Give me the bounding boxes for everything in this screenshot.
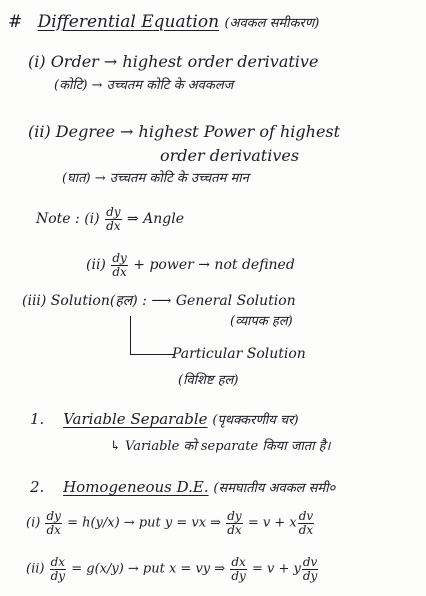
eq-num: (i) <box>26 515 41 531</box>
note-item-2-text: + power → not defined <box>133 257 295 274</box>
fraction-den: dy <box>302 568 318 583</box>
fraction <box>50 556 66 582</box>
fraction <box>298 510 314 536</box>
eq-mid: = g(x/y) → put x = vy ⇒ <box>71 561 226 577</box>
general-solution-hindi: (व्यापक हल) <box>230 314 293 329</box>
fraction-num: dy <box>106 205 121 219</box>
homogeneous-title: Homogeneous D.E. <box>63 478 209 496</box>
title-line <box>8 14 319 31</box>
order-hindi: (कोटि) → उच्चतम कोटि के अवकलज <box>54 78 234 93</box>
fraction-num: dv <box>302 555 318 569</box>
fraction-den: dy <box>50 568 66 583</box>
degree-label: (ii) Degree <box>28 122 115 141</box>
degree-desc-1: highest Power of highest <box>138 122 341 141</box>
degree-hindi: (घात) → उच्चतम कोटि के उच्चतम मान <box>62 171 249 186</box>
page-title: Differential Equation <box>37 12 220 32</box>
note-item-1-num: (i) <box>84 211 100 228</box>
fraction-num: dx <box>50 555 66 569</box>
variable-separable-note: ↳ Variable को separate किया जाता है। <box>110 439 331 454</box>
note-item-1-text: ⇒ Angle <box>127 211 185 228</box>
particular-solution: Particular Solution <box>172 346 306 362</box>
variable-separable-hindi: (पृथक्करणीय चर) <box>212 413 299 428</box>
fraction-den: dy <box>231 568 246 583</box>
branch-connector <box>130 316 175 355</box>
fraction-num: dv <box>298 509 314 523</box>
fraction-num: dy <box>227 509 242 523</box>
solution-line <box>22 294 296 308</box>
fraction <box>230 556 246 582</box>
fraction-num: dy <box>46 509 61 523</box>
order-label: (i) Order <box>28 52 99 71</box>
section-number: 1. <box>30 410 45 428</box>
note-item-2-num: (ii) <box>86 257 106 274</box>
homogeneous-heading <box>30 480 335 495</box>
fraction-den: dx <box>106 218 121 233</box>
eq-rhs: = v + y <box>251 561 301 577</box>
variable-separable-heading <box>30 412 299 427</box>
fraction-den: dx <box>298 522 314 537</box>
arrow-icon: → <box>120 122 134 141</box>
arrow-icon: → <box>103 52 118 71</box>
hash-mark: # <box>8 12 23 32</box>
section-number: 2. <box>30 478 45 496</box>
eq-mid: = h(y/x) → put y = vx ⇒ <box>67 515 222 531</box>
eq-rhs: = v + x <box>247 515 297 531</box>
note-item-2 <box>86 252 295 278</box>
fraction-den: dx <box>112 264 127 279</box>
fraction <box>302 556 318 582</box>
homogeneous-hindi: (समघातीय अवकल समी० <box>213 481 336 496</box>
homogeneous-eq-1 <box>26 510 315 536</box>
fraction-num: dx <box>231 555 246 569</box>
note-item-1 <box>36 206 184 232</box>
degree-desc-2: order derivatives <box>160 146 300 165</box>
degree-line <box>28 124 340 140</box>
solution-label: (iii) Solution(हल) : ⟶ <box>22 293 172 309</box>
general-solution: General Solution <box>175 293 296 309</box>
eq-num: (ii) <box>26 561 45 577</box>
fraction-den: dx <box>227 522 242 537</box>
fraction <box>105 206 121 232</box>
order-line <box>28 54 318 70</box>
homogeneous-eq-2 <box>26 556 319 582</box>
order-desc: highest order derivative <box>122 52 319 71</box>
fraction <box>45 510 61 536</box>
fraction <box>111 252 127 278</box>
fraction <box>226 510 242 536</box>
fraction-den: dx <box>46 522 61 537</box>
variable-separable-title: Variable Separable <box>63 410 208 428</box>
page-title-hindi: (अवकल समीकरण) <box>224 16 320 31</box>
note-label: Note : <box>36 211 80 228</box>
particular-solution-hindi: (विशिष्ट हल) <box>178 373 239 388</box>
fraction-num: dy <box>112 251 127 265</box>
